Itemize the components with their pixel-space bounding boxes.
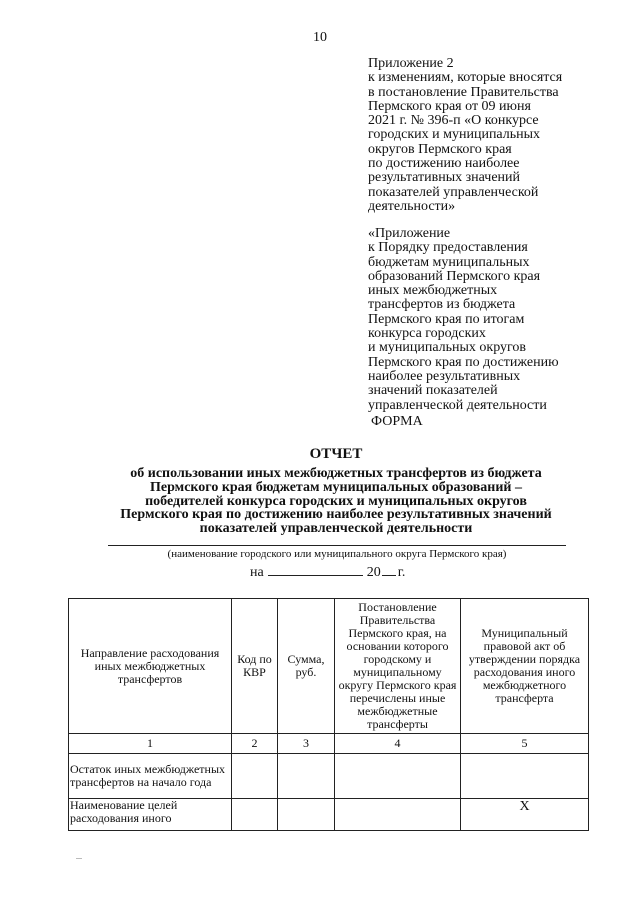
- appendix-line: наиболее результативных: [368, 368, 521, 384]
- procedure-appendix-note: [368, 227, 630, 413]
- district-name-caption: (наименование городского или муниципального округа Пермского края): [167, 548, 507, 560]
- appendix-line: бюджетам муниципальных: [368, 254, 530, 270]
- subtitle-line: победителей конкурса городских и муниципальных округов: [145, 493, 527, 509]
- table-header-cell: Сумма, руб.: [278, 599, 335, 734]
- table-row: [69, 799, 589, 831]
- appendix-line: деятельности»: [368, 198, 456, 214]
- date-suffix: г.: [397, 565, 406, 580]
- appendix-line: к Порядку предоставления: [368, 240, 528, 256]
- report-date-line: [250, 563, 405, 581]
- date-prefix: на: [250, 565, 264, 580]
- table-header-cell: Постановление Правительства Пермского края, на основании которого городскому и муниципальному округу Пермского края перечислены иные межбюджетные трансферты: [335, 599, 461, 734]
- appendix-line: значений показателей: [368, 383, 498, 399]
- appendix-line: в постановление Правительства: [368, 84, 559, 100]
- table-cell: [278, 799, 335, 831]
- subtitle-line: Пермского края по достижению наиболее результативных значений: [120, 507, 552, 523]
- column-number-row: [69, 734, 589, 754]
- appendix-note: [368, 57, 630, 214]
- appendix-line: округов Пермского края: [368, 141, 512, 157]
- column-number: 5: [461, 734, 589, 754]
- page-number: 10: [313, 30, 327, 45]
- subtitle-line: об использовании иных межбюджетных трансфертов из бюджета: [130, 466, 542, 481]
- table-header-cell: Муниципальный правовой акт об утверждении порядка расходования иного межбюджетного трансферта: [461, 599, 589, 734]
- date-blank: [268, 563, 363, 576]
- scan-mark: [76, 858, 82, 859]
- report-subtitle: [62, 467, 610, 536]
- appendix-line: управленческой деятельности: [368, 397, 547, 413]
- appendix-line: «Приложение: [368, 226, 451, 241]
- form-label: ФОРМА: [371, 414, 423, 429]
- column-number: 1: [69, 734, 232, 754]
- appendix-line: Пермского края по достижению: [368, 354, 559, 370]
- table-cell: [232, 799, 278, 831]
- appendix-line: Пермского края от 09 июня: [368, 98, 531, 114]
- appendix-line: Приложение 2: [368, 56, 454, 71]
- table-cell: Остаток иных межбюджетных трансфертов на начало года: [69, 754, 232, 799]
- appendix-line: иных межбюджетных: [368, 283, 498, 299]
- table-cell: X: [461, 799, 589, 831]
- table-cell: [335, 799, 461, 831]
- date-year: 20: [366, 565, 381, 580]
- table-cell: [278, 754, 335, 799]
- district-name-line: [108, 545, 566, 546]
- appendix-line: по достижению наиболее: [368, 156, 520, 172]
- appendix-line: трансфертов из бюджета: [368, 297, 516, 313]
- appendix-line: результативных значений: [368, 170, 521, 186]
- appendix-line: Пермского края по итогам: [368, 311, 525, 327]
- appendix-line: и муниципальных округов: [368, 340, 527, 356]
- appendix-line: 2021 г. № 396-п «О конкурсе: [368, 113, 539, 129]
- appendix-line: конкурса городских: [368, 326, 486, 342]
- appendix-line: показателей управленческой: [368, 184, 539, 200]
- table-header-cell: Код по КВР: [232, 599, 278, 734]
- table-row: [69, 754, 589, 799]
- table-header-cell: Направление расходования иных межбюджетных трансфертов: [69, 599, 232, 734]
- appendix-line: образований Пермского края: [368, 268, 541, 284]
- appendix-line: к изменениям, которые вносятся: [368, 70, 563, 86]
- appendix-line: городских и муниципальных: [368, 127, 541, 143]
- table-cell: [461, 754, 589, 799]
- table-cell: [335, 754, 461, 799]
- table-header-row: [69, 599, 589, 734]
- table-cell: Наименование целей расходования иного: [69, 799, 232, 831]
- subtitle-line: показателей управленческой деятельности: [199, 521, 473, 537]
- report-title: ОТЧЕТ: [309, 446, 363, 462]
- column-number: 4: [335, 734, 461, 754]
- column-number: 3: [278, 734, 335, 754]
- subtitle-line: Пермского края бюджетам муниципальных образований –: [150, 479, 522, 495]
- report-table: [68, 598, 589, 831]
- column-number: 2: [232, 734, 278, 754]
- table-cell: [232, 754, 278, 799]
- year-blank: [382, 563, 396, 576]
